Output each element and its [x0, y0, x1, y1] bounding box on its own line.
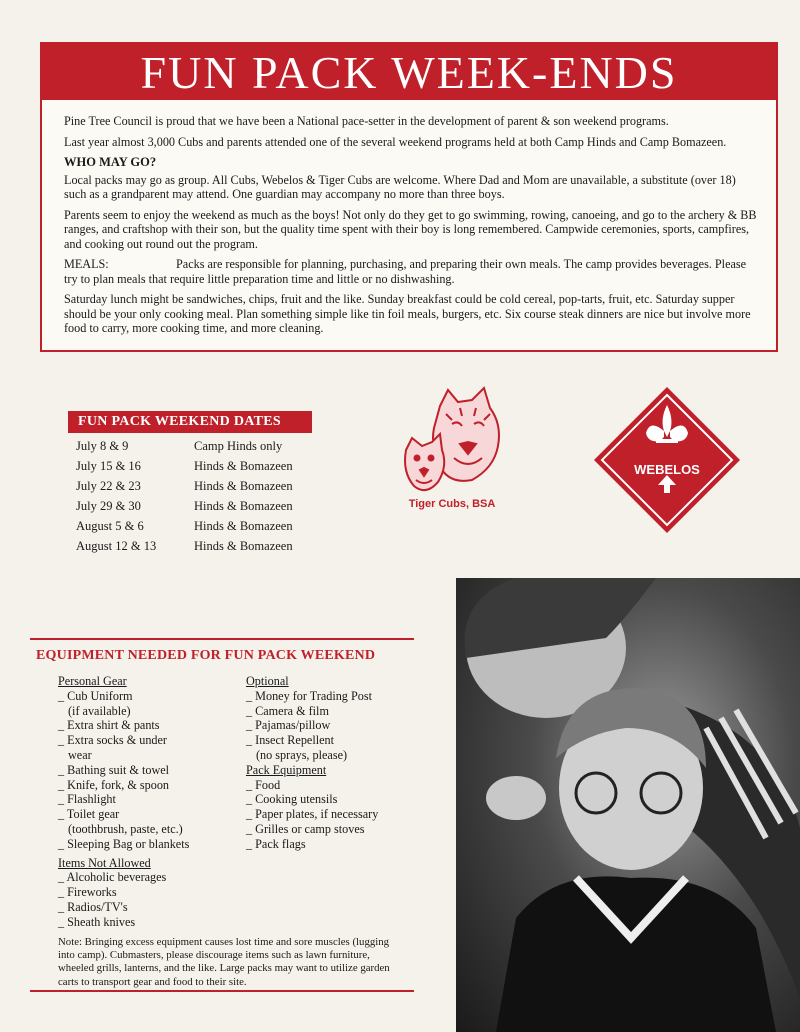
list-item: _ Grilles or camp stoves — [246, 821, 365, 836]
list-item: _ Pack flags — [246, 836, 306, 851]
equipment-top-rule — [30, 638, 414, 640]
who-may-go-heading: WHO MAY GO? — [64, 155, 157, 169]
list-item: _ Paper plates, if necessary — [246, 807, 379, 822]
list-item: _ Cub Uniform — [58, 688, 133, 703]
meals-label: MEALS: — [64, 257, 109, 271]
dates-row — [76, 476, 336, 496]
location-cell: Camp Hinds only — [194, 438, 283, 453]
dates-heading: FUN PACK WEEKEND DATES — [68, 411, 312, 433]
equipment-bottom-rule — [30, 990, 414, 992]
list-item: _ Food — [246, 777, 281, 792]
location-cell: Hinds & Bomazeen — [194, 458, 293, 473]
intro-paragraph-4: Parents seem to enjoy the weekend as much as the boys! Not only do they get to go swimming, rowing, canoeing, and go to the archery & BB ranges, and craftshop with their son, but the quality time spent with their boy is long remembered. Campwide ceremonies, sports, campfires, and cooking out round out the program. — [64, 207, 757, 251]
date-cell: August 12 & 13 — [76, 538, 157, 553]
tiger-cubs-logo-icon — [400, 384, 520, 516]
list-item: _ Money for Trading Post — [246, 688, 372, 703]
intro-box — [40, 42, 778, 352]
intro-paragraph-1: Pine Tree Council is proud that we have been a National pace-setter in the development of parent & son weekend programs. — [64, 114, 669, 128]
list-item: _ Extra shirt & pants — [58, 718, 160, 733]
date-cell: July 29 & 30 — [76, 498, 141, 513]
personal-gear-heading: Personal Gear — [58, 674, 127, 688]
location-cell: Hinds & Bomazeen — [194, 518, 293, 533]
tiger-cubs-label: Tiger Cubs, BSA — [408, 498, 496, 510]
date-cell: July 8 & 9 — [76, 438, 129, 453]
photo-silhouettes — [456, 578, 800, 1032]
list-item: _ Cooking utensils — [246, 792, 338, 807]
list-item: _ Pajamas/pillow — [246, 718, 331, 733]
list-item: _ Sheath knives — [58, 914, 136, 929]
list-item: _ Fireworks — [58, 885, 117, 900]
page-title: FUN PACK WEEK-ENDS — [42, 44, 776, 100]
dates-row — [76, 496, 336, 516]
list-item: _ Bathing suit & towel — [58, 762, 170, 777]
location-cell: Hinds & Bomazeen — [194, 498, 293, 513]
father-son-photo — [456, 578, 800, 1032]
list-item: _ Flashlight — [58, 792, 116, 807]
list-item: _ Radios/TV's — [58, 899, 128, 914]
list-item: _ Insect Repellent — [246, 733, 334, 748]
pack-equipment-heading: Pack Equipment — [246, 762, 327, 777]
intro-text — [64, 114, 760, 342]
location-cell: Hinds & Bomazeen — [194, 478, 293, 493]
webelos-label: WEBELOS — [634, 462, 700, 477]
items-not-allowed-heading: Items Not Allowed — [58, 855, 151, 870]
equipment-right-column — [246, 674, 416, 852]
list-item: _ Knife, fork, & spoon — [58, 777, 170, 792]
intro-paragraph-3: Local packs may go as group. All Cubs, Webelos & Tiger Cubs are welcome. Where Dad and Mom are unavailable, a substitute (over 18) such as a grandparent may attend. One guardian may accompany no more than three boys. — [64, 172, 736, 201]
date-cell: July 15 & 16 — [76, 458, 141, 473]
list-item: (toothbrush, paste, etc.) — [68, 821, 183, 836]
intro-paragraph-5: Saturday lunch might be sandwiches, chips, fruit and the like. Sunday breakfast could be cold cereal, pop-tarts, fruit, etc. Saturday supper should be your only cooking meal. Plan something simple like tin foil meals, burgers, etc. Six course steak dinners are nice but involve more food to carry, more cooking time, and more cleaning. — [64, 292, 751, 335]
meals-text: Packs are responsible for planning, purchasing, and preparing their own meals. The camp provides beverages. Please try to plan meals that require little preparation time and little or no dishwashing. — [64, 257, 747, 286]
equipment-title: EQUIPMENT NEEDED FOR FUN PACK WEEKEND — [36, 648, 376, 663]
location-cell: Hinds & Bomazeen — [194, 538, 293, 553]
dates-row — [76, 436, 336, 456]
dates-row — [76, 536, 336, 556]
list-item: _ Alcoholic beverages — [58, 870, 167, 885]
list-item: _ Camera & film — [246, 703, 329, 718]
equipment-note: Note: Bringing excess equipment causes lost time and sore muscles (lugging into camp). Cubmasters, please discourage items such as lawn furniture, wheeled grills, lanterns, and the like. Large packs may want to utilize garden carts to transport gear and food to their site. — [58, 936, 390, 988]
optional-heading: Optional — [246, 674, 289, 688]
date-cell: August 5 & 6 — [76, 518, 144, 533]
dates-row — [76, 516, 336, 536]
meals-paragraph — [64, 257, 760, 286]
list-item: (no sprays, please) — [256, 747, 348, 762]
dates-row — [76, 456, 336, 476]
webelos-logo-icon — [592, 385, 742, 535]
equipment-left-column — [58, 674, 238, 930]
date-cell: July 22 & 23 — [76, 478, 141, 493]
list-item: _ Toilet gear — [58, 807, 120, 822]
list-item: (if available) — [68, 703, 131, 718]
list-item: _ Sleeping Bag or blankets — [58, 836, 190, 851]
dates-list — [76, 436, 336, 556]
intro-paragraph-2: Last year almost 3,000 Cubs and parents attended one of the several weekend programs held at both Camp Hinds and Camp Bomazeen. — [64, 134, 727, 149]
list-item: _ Extra socks & under wear — [58, 733, 167, 762]
